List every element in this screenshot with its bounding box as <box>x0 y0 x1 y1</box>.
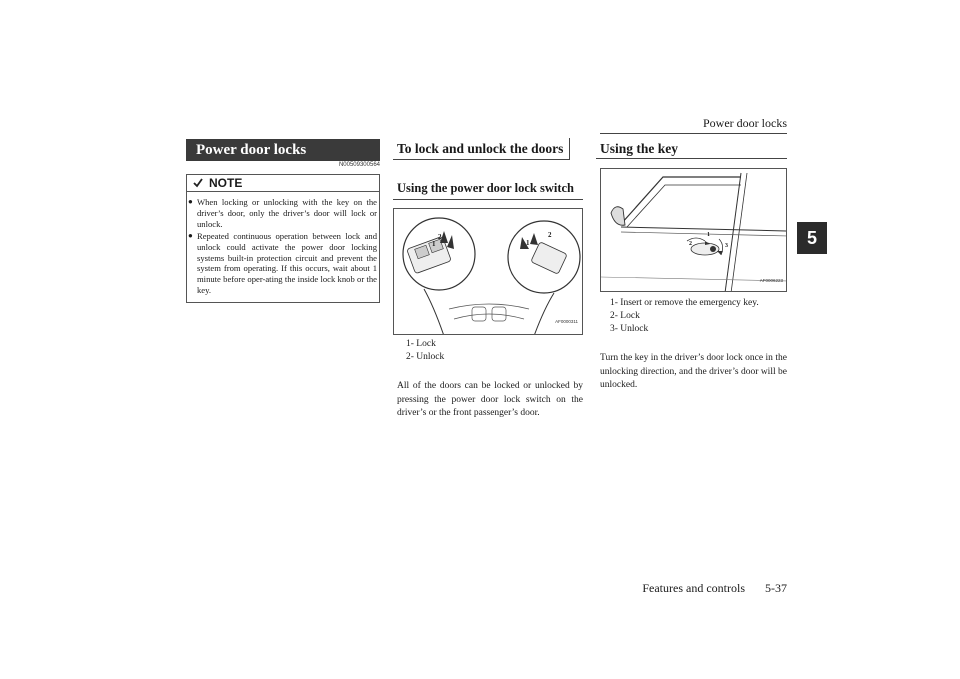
note-item-text: When locking or unlocking with the key on the driver’s door, only the driver’s door will lock or unlock. <box>197 197 377 229</box>
footer-section: Features and controls <box>642 581 745 595</box>
body-paragraph: Turn the key in the driver’s door lock once in the unlocking direction, and the driver’s door will be unlocked. <box>600 353 787 391</box>
note-item <box>188 197 377 229</box>
callout-label: 1 <box>526 239 530 247</box>
list-item <box>610 310 640 322</box>
section-heading: To lock and unlock the doors <box>397 141 564 156</box>
callout-label: 3 <box>725 243 728 249</box>
list-number: 2- <box>406 352 414 362</box>
figure-code: AF0006223 <box>759 278 783 283</box>
heading-rule <box>596 158 787 159</box>
page-footer <box>600 581 787 596</box>
list-item <box>610 297 759 309</box>
door-lock-switch-figure <box>393 208 583 335</box>
door-lock-switch-illustration <box>394 209 583 335</box>
note-check-icon <box>193 178 203 188</box>
list-text: Unlock <box>620 324 649 334</box>
body-paragraph: All of the doors can be locked or unlocked by pressing the power door lock switch on the driver’s or the front passenger’s door. <box>397 381 583 419</box>
heading-rule-tick <box>569 138 570 159</box>
note-label: NOTE <box>209 176 243 190</box>
subheading-rule <box>393 199 583 200</box>
door-key-figure <box>600 168 787 292</box>
list-text: Unlock <box>416 352 445 362</box>
header-rule <box>600 133 787 134</box>
door-key-illustration <box>601 169 787 292</box>
section-code: N00509300564 <box>338 162 380 168</box>
list-item <box>406 351 444 363</box>
list-number: 3- <box>610 324 618 334</box>
callout-label: 2 <box>438 233 442 241</box>
figure-code: AF0000311 <box>555 319 578 324</box>
running-header: Power door locks <box>703 116 787 130</box>
note-item <box>188 231 377 296</box>
callout-label: 1 <box>432 240 436 248</box>
callout-label: 1 <box>707 232 710 238</box>
list-item <box>406 338 436 350</box>
callout-label: 2 <box>689 241 692 247</box>
chapter-tab: 5 <box>797 222 827 254</box>
section-heading: Using the key <box>600 141 679 156</box>
footer-page-number: 5-37 <box>765 581 787 595</box>
list-number: 1- <box>406 339 414 349</box>
list-text: Lock <box>416 339 436 349</box>
bullet-icon: ● <box>188 231 193 240</box>
bullet-icon: ● <box>188 197 193 206</box>
subheading: Using the power door lock switch <box>397 181 574 195</box>
list-text: Lock <box>620 311 640 321</box>
list-number: 2- <box>610 311 618 321</box>
list-text: Insert or remove the emergency key. <box>620 298 759 308</box>
callout-label: 2 <box>548 231 552 239</box>
list-item <box>610 323 648 335</box>
heading-rule <box>393 159 570 160</box>
note-item-text: Repeated continuous operation between lock and unlock could activate the power door locking systems built-in protection circuit and prevent the system from operating. If this occurs, wait about 1 minute before oper-ating the inside lock knob or the key. <box>197 231 377 295</box>
section-title-bar: Power door locks <box>186 139 380 161</box>
list-number: 1- <box>610 298 618 308</box>
